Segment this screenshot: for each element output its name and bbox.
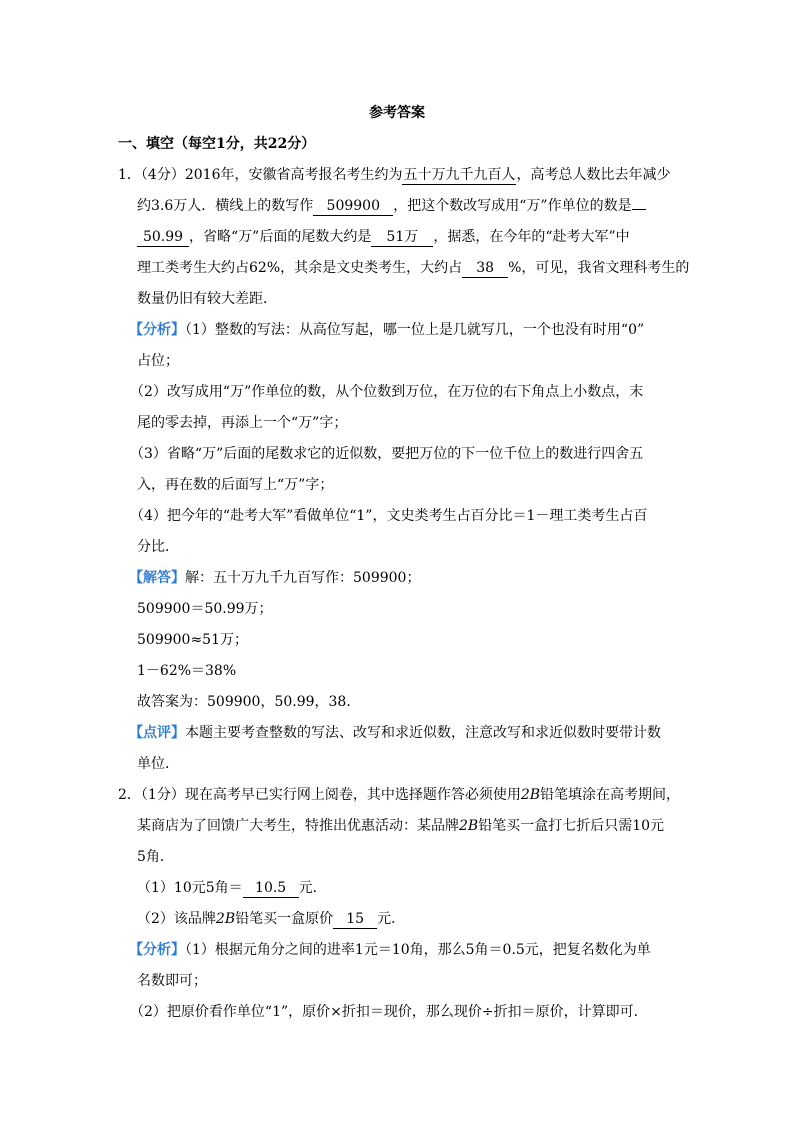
q1-answer-blank-2: 50.99 [137,229,189,247]
q1-blank-2-start [632,209,646,210]
q2-points: （1分） [140,787,185,803]
analysis-tag: 【分析】 [129,322,185,338]
q2-answer-blank-2: 15 [333,911,377,929]
q1-line-1: 1．（4分）2016年，安徽省高考报名考生约为五十万九千九百人，高考总人数比去年减少 [118,167,671,183]
q2-line-3: 5角． [137,849,174,865]
section-heading: 一、填空（每空1分，共22分） [118,136,316,152]
q2-number: 2． [118,787,141,803]
q1-points: （4分） [140,167,185,183]
q1-line-2: 约3.6万人．横线上的数写作 509900 ，把这个数改写成用“万”作单位的数是 [137,196,646,216]
q1-answer-blank-3: 51万 [371,229,433,247]
q2-answer-blank-1: 10.5 [243,880,299,898]
q2-part-1: （1）10元5角＝ 10.5 元． [137,880,327,896]
q1-solution: 【解答】解：五十万九千九百写作：509900； [129,570,421,586]
q2-part-2: （2）该品牌2B铅笔买一盒原价 15 元． [137,911,406,927]
q1-answer-blank-4: 38 [462,260,508,278]
q1-number: 1． [118,167,141,183]
q1-answer-blank-1: 509900 [313,198,393,216]
analysis-tag: 【分析】 [129,942,185,958]
q2-line-1: 2．（1分）现在高考早已实行网上阅卷，其中选择题作答必须使用2B铅笔填涂在高考期间， [118,787,681,803]
q2-line-2: 某商店为了回馈广大考生，特推出优惠活动：某品牌2B铅笔买一盒打七折后只需10元 [137,818,665,834]
q1-comment: 【点评】本题主要考查整数的写法、改写和求近似数，注意改写和求近似数时要带计数 [129,725,661,741]
q1-line-5: 数量仍旧有较大差距． [137,291,277,307]
q2-analysis: 【分析】（1）根据元角分之间的进率1元＝10角，那么5角＝0.5元，把复名数化为单 [129,942,651,958]
q1-number-words: 五十万九千九百人 [403,167,516,183]
page-title: 参考答案 [369,105,425,121]
q1-analysis: 【分析】（1）整数的写法：从高位写起，哪一位上是几就写几，一个也没有时用“0” [129,322,645,338]
q1-line-3: 50.99 ，省略“万”后面的尾数大约是 51万 ，据悉，在今年的“赴考大军”中 [137,227,630,247]
q1-line-4: 理工类考生大约占62%，其余是文史类考生，大约占 38 %，可见，我省文理科考生的 [137,260,690,276]
solution-tag: 【解答】 [129,570,185,586]
comment-tag: 【点评】 [129,725,185,741]
